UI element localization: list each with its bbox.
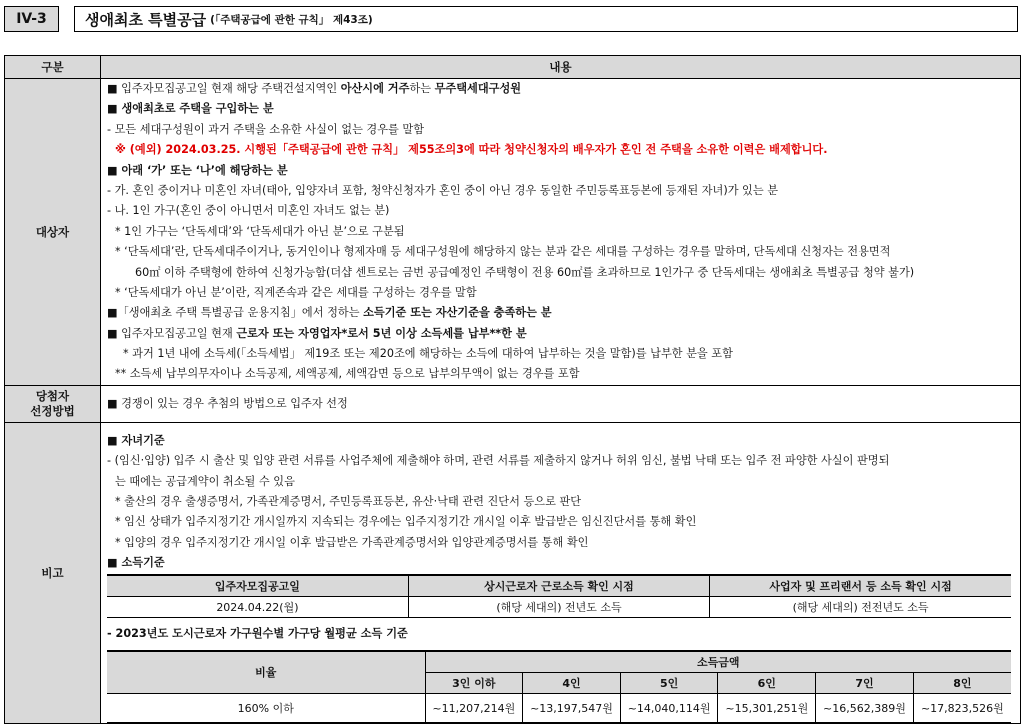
household-size-header: 4인 (523, 672, 621, 693)
income-check-table (107, 574, 1011, 618)
household-size-header: 6인 (718, 672, 816, 693)
income-amount-cell: ~17,823,526원 (913, 693, 1011, 722)
row-selection (5, 385, 1021, 422)
ratio-cell: 160% 이하 (107, 693, 425, 722)
supply-table (4, 55, 1021, 724)
remarks-child-heading: ■ 자녀기준 (107, 433, 165, 447)
row-target (5, 79, 1021, 386)
household-size-header: 5인 (620, 672, 718, 693)
income-check-cell: (해당 세대의) 전전년도 소득 (710, 596, 1011, 617)
income-check-header-cell: 상시근로자 근로소득 확인 시점 (408, 575, 709, 597)
income-amount-cell: ~14,040,114원 (620, 693, 718, 722)
target-line-10: 60㎡ 이하 주택형에 한하여 신청가능함(더샵 센트로는 금번 공급예정인 주택형이 전용 60㎡를 초과하므로 1인가구 중 단독세대는 생애최초 특별공급 청약 불가) (135, 265, 915, 279)
target-line-8: * 1인 가구는 ‘단독세대’와 ‘단독세대가 아닌 분’으로 구분됨 (115, 224, 405, 238)
income-amount-cell: ~11,207,214원 (425, 693, 523, 722)
label-remarks: 비고 (5, 422, 101, 723)
target-line-11: * ‘단독세대가 아닌 분’이란, 직계존속과 같은 세대를 구성하는 경우를 말함 (115, 285, 477, 299)
income-check-header (107, 575, 1011, 597)
amount-header: 소득금액 (425, 651, 1011, 673)
income-standard-table (107, 650, 1011, 723)
target-line-14: * 과거 1년 내에 소득세(「소득세법」 제19조 또는 제20조에 해당하는 소득에 대하여 납부하는 것을 말함)를 납부한 분을 포함 (123, 347, 733, 361)
remarks-line-1: - (임신·입양) 입주 시 출산 및 입양 관련 서류를 사업주체에 제출해야 하며, 관련 서류를 제출하지 않거나 허위 임신, 불법 낙태 또는 입주 전 파양한 사실이 판명되 (107, 454, 890, 468)
target-exception-note: ※ (예외) 2024.03.25. 시행된「주택공급에 관한 규칙」 제55조의3에 따라 청약신청자의 배우자가 혼인 전 주택을 소유한 이력은 배제합니다. (115, 143, 828, 157)
income-check-header-cell: 사업자 및 프리랜서 등 소득 확인 시점 (710, 575, 1011, 597)
remarks-line-4: * 임신 상태가 입주지정기간 개시일까지 지속되는 경우에는 입주지정기간 개시일 이후 발급받은 임신진단서를 통해 확인 (115, 515, 697, 529)
target-content (101, 79, 1021, 386)
household-size-header: 3인 이하 (425, 672, 523, 693)
income-standard-title: - 2023년도 도시근로자 가구원수별 가구당 월평균 소득 기준 (107, 626, 408, 640)
remarks-income-heading: ■ 소득기준 (107, 556, 165, 570)
income-check-cell: 2024.04.22(월) (107, 596, 408, 617)
target-line-15: ** 소득세 납부의무자이나 소득공제, 세액공제, 세액감면 등으로 납부의무액이 없는 경우를 포함 (115, 367, 580, 381)
income-check-cell: (해당 세대의) 전년도 소득 (408, 596, 709, 617)
target-line-1: ■ 입주자모집공고일 현재 해당 주택건설지역인 아산시에 거주하는 무주택세대구성원 (107, 82, 522, 95)
target-line-3: - 모든 세대구성원이 과거 주택을 소유한 사실이 없는 경우를 말함 (107, 122, 425, 136)
target-line-7: - 나. 1인 가구(혼인 중이 아니면서 미혼인 자녀도 없는 분) (107, 204, 390, 218)
income-check-header-cell: 입주자모집공고일 (107, 575, 408, 597)
col-header-content: 내용 (101, 56, 1021, 79)
household-size-header: 7인 (816, 672, 914, 693)
target-line-6: - 가. 혼인 중이거나 미혼인 자녀(태아, 입양자녀 포함, 청약신청자가 혼인 중이 아닌 경우 동일한 주민등록표등본에 등재된 자녀)가 있는 분 (107, 183, 779, 197)
remarks-line-3: * 출산의 경우 출생증명서, 가족관계증명서, 주민등록표등본, 유산·낙태 관련 진단서 등으로 판단 (115, 495, 582, 509)
label-selection: 당첨자 선정방법 (5, 385, 101, 422)
ratio-header: 비율 (107, 651, 425, 694)
income-check-row (107, 596, 1011, 617)
remarks-content (101, 422, 1021, 723)
selection-content (101, 385, 1021, 422)
row-remarks (5, 422, 1021, 723)
income-amount-cell: ~13,197,547원 (523, 693, 621, 722)
target-line-5: ■ 아래 ‘가’ 또는 ‘나’에 해당하는 분 (107, 163, 288, 177)
table-header-row (5, 56, 1021, 79)
target-line-12: ■「생애최초 주택 특별공급 운용지침」에서 정하는 소득기준 또는 자산기준을 충족하는 분 (107, 306, 552, 320)
remarks-line-2: 는 때에는 공급계약이 취소될 수 있음 (115, 474, 295, 488)
income-amount-cell: ~15,301,251원 (718, 693, 816, 722)
household-size-header: 8인 (913, 672, 1011, 693)
income-amount-cell: ~16,562,389원 (816, 693, 914, 722)
section-title-box (74, 6, 1018, 32)
section-header (4, 6, 1018, 32)
section-title: 생애최초 특별공급 (85, 10, 207, 29)
target-line-9: * ‘단독세대’란, 단독세대주이거나, 동거인이나 형제자매 등 세대구성원에 해당하지 않는 분과 같은 세대를 구성하는 경우를 말하며, 단독세대 신청자는 전용면적 (115, 245, 891, 259)
selection-text: ■ 경쟁이 있는 경우 추첨의 방법으로 입주자 선정 (107, 396, 348, 410)
section-number: IV-3 (4, 6, 59, 32)
col-header-category: 구분 (5, 56, 101, 79)
income-standard-row (107, 693, 1011, 722)
target-line-2: ■ 생애최초로 주택을 구입하는 분 (107, 102, 274, 116)
label-target: 대상자 (5, 79, 101, 386)
section-subtitle: (「주택공급에 관한 규칙」 제43조) (210, 13, 373, 26)
target-line-13: ■ 입주자모집공고일 현재 근로자 또는 자영업자*로서 5년 이상 소득세를 납부**한 분 (107, 326, 527, 340)
remarks-line-5: * 입양의 경우 입주지정기간 개시일 이후 발급받은 가족관계증명서와 입양관계증명서를 통해 확인 (115, 535, 589, 549)
income-standard-header-1 (107, 651, 1011, 673)
